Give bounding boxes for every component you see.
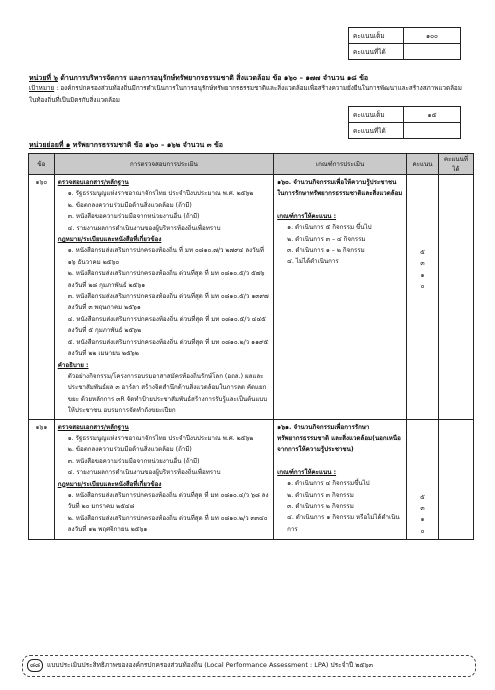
criteria-label: เกณฑ์การให้คะแนน : — [277, 212, 337, 220]
score-cell — [407, 419, 439, 540]
check-line: ๑. รัฐธรรมนูญแห่งราชอาณาจักรไทย ประจำปีงบประมาณ พ.ศ. ๒๕๖๒ — [67, 190, 254, 198]
check-line: ๔. รายงานผลการดำเนินงานของผู้บริหารท้องถิ่นเพื่อทราบ — [67, 224, 221, 232]
header-no: ข้อ — [29, 154, 55, 175]
check-cell — [54, 175, 273, 420]
header-check: การตรวจสอบการประเมิน — [54, 154, 273, 175]
score-value: ๓ — [420, 260, 425, 268]
got-score-cell[interactable] — [438, 419, 473, 540]
check-heading: กฎหมาย/ระเบียบและหนังสือที่เกี่ยวข้อง — [57, 236, 162, 244]
check-line: ๒. ข้อตกลงความร่วมมือด้านสิ่งแวดล้อม (ถ้ามี) — [67, 201, 192, 209]
got-score-label: คะแนนที่ได้ — [349, 44, 404, 60]
subunit-number: หน่วยย่อยที่ ๑ — [29, 141, 71, 149]
check-line: ๓. หนังสือขอความร่วมมือจากหน่วยงานอื่น (ถ้ามี) — [67, 213, 200, 221]
check-heading: กฎหมาย/ระเบียบและหนังสือที่เกี่ยวข้อง — [57, 480, 162, 488]
item-number: ๑๖๐ — [29, 175, 55, 420]
criteria-item: ๔. ดำเนินการ ๑ กิจกรรม หรือไม่ได้ดำเนินการ — [287, 514, 400, 533]
check-line: ๒. หนังสือกรมส่งเสริมการปกครองท้องถิ่น ด่วนที่สุด ที่ มท ๐๘๑๐.๒/ว ๓๓๔๐ ลงวันที่ ๑๒ พฤศจิกายน ๒๕๖๑ — [67, 514, 268, 534]
score-cell — [407, 175, 439, 420]
score-value: ๑ — [420, 516, 425, 524]
criteria-cell — [274, 419, 407, 540]
check-cell — [54, 419, 273, 540]
score-value: ๕ — [420, 493, 425, 501]
score-value: ๑ — [420, 271, 425, 279]
criteria-item: ๒. ดำเนินการ ๓ – ๔ กิจกรรม — [287, 235, 366, 243]
check-heading: ตรวจสอบเอกสาร/หลักฐาน — [57, 179, 129, 186]
criteria-item: ๑. ดำเนินการ ๔ กิจกรรมขึ้นไป — [287, 480, 370, 488]
score-value: ๐ — [420, 527, 425, 535]
score-value: ๓ — [420, 504, 425, 512]
check-line: ๑. หนังสือกรมส่งเสริมการปกครองท้องถิ่น ที่ มท ๐๘๑๐.๗/ว ๒๗๙๔ ลงวันที่ ๑๖ ธันวาคม ๒๕๖๐ — [67, 247, 264, 266]
check-line: ๓. หนังสือขอความร่วมมือจากหน่วยงานอื่น (ถ้ามี) — [67, 457, 200, 465]
check-line: ๒. ข้อตกลงความร่วมมือด้านสิ่งแวดล้อม (ถ้ามี) — [67, 446, 192, 454]
subunit-score-box — [348, 106, 461, 139]
full-score-value: ๑๐๐ — [404, 28, 461, 44]
full-score-label: คะแนนเต็ม — [349, 28, 404, 44]
table-row — [29, 419, 474, 540]
check-heading: คำอธิบาย : — [57, 361, 89, 369]
goal-text: : องค์กรปกครองส่วนท้องถิ่นมีการดำเนินการในการอนุรักษ์ทรัพยากรธรรมชาติและสิ่งแวดล้อมเพื่อสร้างความยั่งยืนในการพัฒนาและสร้างสภาพแวดล้อมในท้องถิ่นที่เป็นมิตรกับสิ่งแวดล้อม — [29, 85, 462, 104]
table-row — [29, 175, 474, 420]
got-score-cell[interactable] — [438, 175, 473, 420]
got-score-value[interactable] — [404, 44, 461, 60]
score-value: ๐ — [420, 283, 425, 291]
check-line: ๑. รัฐธรรมนูญแห่งราชอาณาจักรไทย ประจำปีงบประมาณ พ.ศ. ๒๕๖๒ — [67, 434, 254, 442]
sub-full-score-label: คะแนนเต็ม — [349, 107, 404, 123]
sub-full-score-value: ๑๕ — [404, 107, 461, 123]
assessment-table — [28, 153, 474, 540]
check-line: ๒. หนังสือกรมส่งเสริมการปกครองท้องถิ่น ด่วนที่สุด ที่ มท ๐๘๑๐.๕/ว ๕๗๖ ลงวันที่ ๒๘ กุมภาพันธ์ ๒๕๖๑ — [67, 270, 265, 289]
header-criteria: เกณฑ์การประเมิน — [274, 154, 407, 175]
header-got: คะแนนที่ได้ — [438, 154, 473, 175]
check-line: ๑. หนังสือกรมส่งเสริมการปกครองท้องถิ่น ด่วนที่สุด ที่ มท ๐๘๑๐.๔/ว ๖๘ ลงวันที่ ๒๐ มกราคม ๒๕๔๘ — [67, 491, 269, 511]
criteria-heading: ๑๖๑. จำนวนกิจกรรมเพื่อการรักษาทรัพยากรธรรมชาติ และสิ่งแวดล้อม(นอกเหนือจากการให้ความรู้ประชาชน) — [277, 423, 401, 454]
header-score: คะแนน — [407, 154, 439, 175]
page-number: ๘๘ — [27, 659, 43, 672]
criteria-item: ๓. ดำเนินการ ๑ – ๒ กิจกรรม — [287, 247, 365, 255]
footer-text: แบบประเมินประสิทธิภาพขององค์กรปกครองส่วนท้องถิ่น (Local Performance Assessment : LPA) ประจำปี ๒๕๖๓ — [47, 661, 373, 669]
table-header-row — [29, 154, 474, 175]
goal-label: เป้าหมาย — [29, 85, 55, 92]
check-line: ๔. หนังสือกรมส่งเสริมการปกครองท้องถิ่น ด่วนที่สุด ที่ มท ๐๘๑๐.๕/ว ๔๔๕ ลงวันที่ ๕ กุมภาพันธ์ ๒๕๖๒ — [67, 315, 266, 335]
criteria-item: ๑. ดำเนินการ ๕ กิจกรรม ขึ้นไป — [287, 224, 372, 232]
check-line: ตัวอย่างกิจกรรม/โครงการอบรมอาสาสมัครท้องถิ่นรักษ์โลก (อถล.) ผลและประชาสัมพันธ์ผล ๓ อาร์ลา สร้างจิตสำนึกด้านสิ่งแวดล้อมในการลด คัดแยกขยะ ด้วยหลักการ ๓R จัดทำป้ายประชาสัมพันธ์สร้างการรับรู้และเป็นต้นแบบให้ประชาชน อบรมการจัดทำถังขยะเปียก — [67, 372, 268, 415]
sub-got-score-label: คะแนนที่ได้ — [349, 123, 404, 139]
check-line: ๕. หนังสือกรมส่งเสริมการปกครองท้องถิ่น ด่วนที่สุด ที่ มท ๐๘๑๐.๒/ว ๑๑๙๕ ลงวันที่ ๒๒ เมษายน ๒๕๖๒ — [67, 338, 269, 358]
criteria-label: เกณฑ์การให้คะแนน : — [277, 468, 337, 476]
subunit-title — [29, 140, 223, 151]
item-number: ๑๖๑ — [29, 419, 55, 540]
check-heading: ตรวจสอบเอกสาร/หลักฐาน — [57, 423, 129, 431]
criteria-item: ๔. ไม่ได้ดำเนินการ — [287, 258, 339, 266]
total-score-box — [348, 27, 461, 60]
unit-name: ด้านการบริหารจัดการ และการอนุรักษ์ทรัพยากรธรรมชาติ สิ่งแวดล้อม ข้อ ๑๖๐ – ๑๗๗ จำนวน ๑๘ ข้อ — [57, 74, 369, 82]
criteria-item: ๓. ดำเนินการ ๒ กิจกรรม — [287, 502, 354, 510]
sub-got-score-value[interactable] — [404, 123, 461, 139]
unit-number: หน่วยที่ ๖ — [29, 74, 58, 82]
unit-goal — [29, 83, 469, 107]
score-value: ๕ — [420, 249, 425, 256]
criteria-cell — [274, 175, 407, 420]
subunit-name: ทรัพยากรธรรมชาติ ข้อ ๑๖๐ – ๑๖๒ จำนวน ๓ ข้อ — [70, 141, 223, 149]
criteria-item: ๒. ดำเนินการ ๓ กิจกรรม — [287, 491, 354, 499]
criteria-heading: ๑๖๐. จำนวนกิจกรรมเพื่อให้ความรู้ประชาชนในการรักษาทรัพยากรธรรมชาติและสิ่งแวดล้อม — [277, 179, 403, 198]
check-line: ๔. รายงานผลการดำเนินงานของผู้บริหารท้องถิ่นเพื่อทราบ — [67, 469, 221, 477]
check-line: ๓. หนังสือกรมส่งเสริมการปกครองท้องถิ่น ด่วนที่สุด ที่ มท ๐๘๑๐.๕/ว ๑๓๙๗ ลงวันที่ ๓ พฤษภาคม ๒๕๖๑ — [67, 293, 269, 312]
